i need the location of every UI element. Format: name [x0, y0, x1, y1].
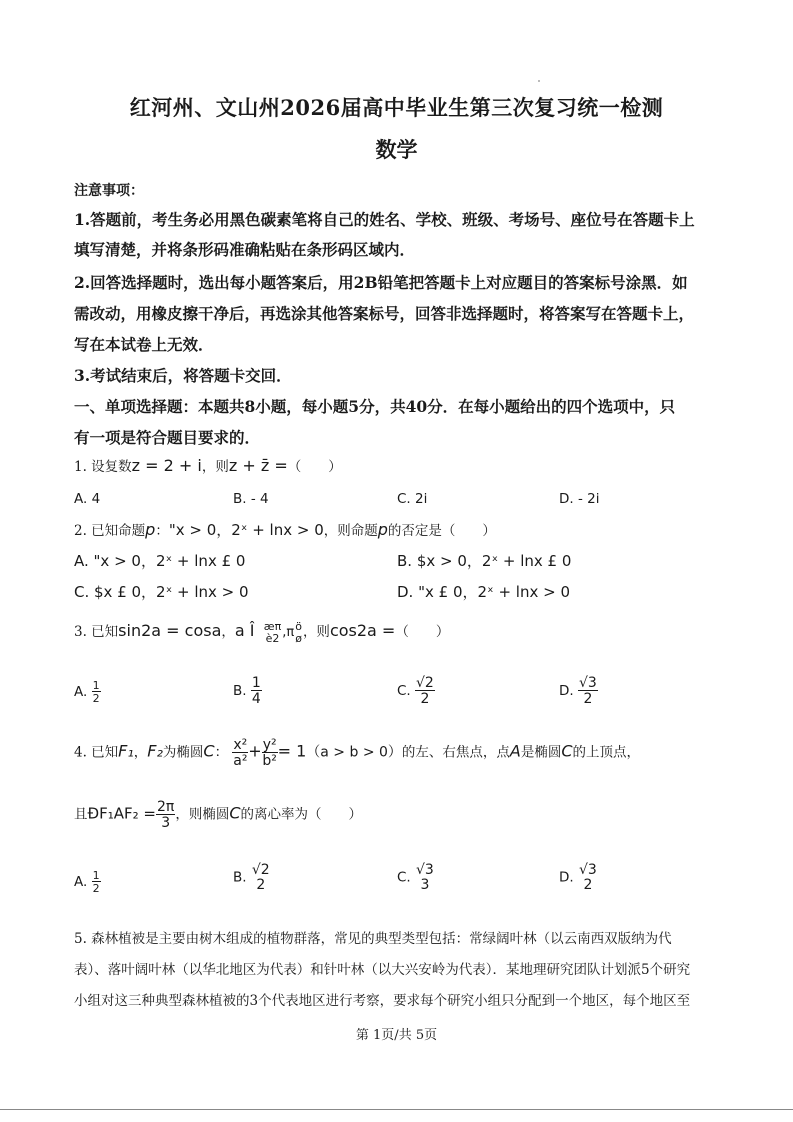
- q4-c: C: [203, 741, 215, 761]
- note-1-line-2: 填写清楚，并将条形码准确粘贴在条形码区域内．: [74, 240, 416, 259]
- question-5-line-1: 5. 森林植被是主要由树木组成的植物群落，常见的典型类型包括：常绿阔叶林（以云南西双版纳为代: [74, 931, 672, 947]
- q4-x-num: x²: [233, 737, 248, 753]
- q4-comma: ，: [133, 744, 148, 761]
- question-5-line-3: 小组对这三种典型森林植被的3个代表地区进行考察，要求每个研究小组只分配到一个地区，每个地区至: [74, 993, 691, 1009]
- q2-colon: ：: [155, 523, 169, 539]
- q1-expr2: z + z̄ =: [228, 456, 288, 475]
- q4-d-den: 2: [583, 877, 593, 893]
- question-4-line-1: [74, 738, 640, 768]
- q3-c-frac: [415, 676, 435, 706]
- question-1: [74, 455, 342, 475]
- note-2-line-3: 写在本试卷上无效．: [74, 335, 214, 354]
- question-2: [74, 519, 496, 540]
- q3-cond: a Î: [234, 621, 255, 640]
- q2-suffix: 的否定是（ ）: [387, 523, 496, 539]
- q3-range-right: [294, 621, 303, 644]
- q1-suffix: （ ）: [287, 459, 342, 475]
- q1-option-d: D. - 2i: [559, 491, 600, 507]
- q4-text2: 是椭圆: [520, 744, 562, 761]
- q3-range-r2: ø: [295, 632, 302, 645]
- q4-c3: C: [229, 803, 241, 823]
- q1-option-c: C. 2i: [397, 491, 428, 507]
- q3-range-num: æπ: [263, 620, 282, 633]
- q4-prefix: 4. 已知: [74, 744, 119, 761]
- q4-c2: C: [561, 741, 573, 761]
- note-3: 3.考试结束后，将答题卡交回．: [74, 366, 292, 385]
- q3-d-den: 2: [583, 691, 593, 707]
- q3-range-left: [263, 621, 282, 644]
- q4-b-label: B.: [233, 869, 247, 886]
- note-2-line-1: 2.回答选择题时，选出每小题答案后，用2B铅笔把答题卡上对应题目的答案标号涂黑．如: [74, 273, 688, 292]
- q4-eq: = 1: [277, 741, 307, 761]
- q1-prefix: 1. 设复数: [74, 459, 132, 475]
- q3-prefix: 3. 已知: [74, 624, 119, 640]
- q2-expr: "x > 0，2ˣ + lnx > 0: [168, 521, 324, 539]
- q2-mid: ，则命题: [323, 523, 378, 539]
- q4-y-den: b²: [262, 753, 277, 769]
- q4-f2: F₂: [147, 741, 163, 761]
- q3-c-num: √2: [416, 675, 434, 691]
- page-number: 第 1页/共 5页: [355, 1028, 438, 1043]
- q4-text3: 的上顶点，: [572, 744, 641, 761]
- q4-a-num: 1: [92, 869, 100, 882]
- q2-prefix: 2. 已知命题: [74, 523, 146, 539]
- q3-b-den: 4: [251, 691, 261, 707]
- q3-mid2: ，则: [302, 624, 330, 640]
- q4-d-frac: [578, 863, 598, 892]
- q4-a-label: A.: [74, 874, 88, 890]
- question-3: [74, 620, 449, 644]
- q3-option-a: [74, 680, 101, 704]
- q4-option-c: [397, 863, 435, 892]
- q3-d-label: D.: [559, 683, 574, 699]
- q4-c-num: √3: [416, 862, 434, 878]
- exam-title: 红河州、文山州2026届高中毕业生第三次复习统一检测: [129, 95, 664, 120]
- q4-x-frac: [232, 738, 248, 768]
- q4-option-a: [74, 870, 101, 894]
- q4-cond: （a > b > 0）: [306, 744, 402, 761]
- q4-option-d: [559, 863, 598, 892]
- q4-colon: ：: [214, 744, 229, 761]
- subject-title: 数学: [375, 137, 418, 162]
- question-5-line-2: 表）、落叶阔叶林（以华北地区为代表）和针叶林（以大兴安岭为代表）．某地理研究团队计划派5个研究: [74, 962, 691, 978]
- q3-option-d: [559, 676, 598, 706]
- q3-a-label: A.: [74, 684, 88, 700]
- q4-is-ellipse: 为椭圆: [162, 744, 204, 761]
- q3-option-b: [233, 676, 262, 706]
- q2-p: p: [145, 520, 156, 539]
- q3-c-label: C.: [397, 683, 411, 699]
- q4-line2-suffix: 的离心率为（ ）: [240, 806, 363, 823]
- q4-c-frac: [415, 863, 435, 892]
- q4-y-num: y²: [262, 737, 277, 753]
- q4-angle: ÐF₁AF₂ =: [87, 804, 157, 823]
- scan-mark: [538, 80, 540, 82]
- q4-b-den: 2: [256, 877, 266, 893]
- q2-p2: p: [377, 520, 388, 539]
- q4-angle-num: 2π: [157, 799, 175, 815]
- q3-range-den: è2: [265, 632, 280, 645]
- q2-option-c: C. $x £ 0，2ˣ + lnx > 0: [74, 583, 249, 601]
- q3-a-den: 2: [92, 692, 100, 705]
- q3-b-num: 1: [251, 675, 261, 691]
- section-1-line-2: 有一项是符合题目要求的．: [74, 428, 261, 447]
- q4-a-frac: [92, 870, 101, 894]
- q4-c-label: C.: [397, 869, 411, 886]
- q2-option-d: D. "x £ 0，2ˣ + lnx > 0: [397, 583, 570, 601]
- q3-expr: sin2a = cosa: [118, 621, 222, 640]
- q3-c-den: 2: [420, 691, 430, 707]
- q3-b-label: B.: [233, 683, 247, 699]
- notes-heading: 注意事项：: [74, 183, 144, 199]
- q3-a-frac: [92, 680, 101, 704]
- q4-y-frac: [262, 738, 278, 768]
- q1-mid: ，则: [201, 459, 229, 475]
- q3-d-num: √3: [578, 675, 597, 691]
- q4-x-den: a²: [233, 753, 248, 769]
- q3-mid: ，: [221, 624, 235, 640]
- note-2-line-2: 需改动，用橡皮擦干净后，再选涂其他答案标号，回答非选择题时，将答案写在答题卡上，: [74, 304, 695, 323]
- q4-c-den: 3: [420, 877, 430, 893]
- q4-b-num: √2: [251, 862, 270, 878]
- q4-f1: F₁: [118, 741, 134, 761]
- q4-text1: 的左、右焦点，点: [401, 744, 510, 761]
- q4-angle-den: 3: [161, 815, 171, 831]
- q4-d-label: D.: [559, 869, 574, 886]
- q4-angle-frac: [156, 800, 175, 830]
- q1-expr: z = 2 + i: [131, 456, 202, 475]
- section-1-line-1: 一、单项选择题：本题共8小题，每小题5分，共40分．在每小题给出的四个选项中，只: [74, 397, 676, 416]
- q3-option-c: [397, 676, 435, 706]
- q4-a-den: 2: [92, 882, 100, 895]
- q3-a-num: 1: [92, 679, 100, 692]
- q4-line2-mid: ，则椭圆: [175, 806, 230, 823]
- q4-a: A: [509, 741, 521, 761]
- q2-option-a: A. "x > 0，2ˣ + lnx £ 0: [74, 552, 246, 570]
- q4-line2-prefix: 且: [74, 806, 88, 823]
- q3-suffix: （ ）: [395, 624, 450, 640]
- q3-d-frac: [578, 676, 598, 706]
- q4-d-num: √3: [578, 862, 597, 878]
- q3-range-r1: ö: [295, 620, 302, 633]
- q1-option-b: B. - 4: [233, 491, 269, 507]
- q3-range-pi: ,π: [282, 625, 295, 640]
- q3-expr2: cos2a =: [329, 621, 396, 640]
- q4-plus: +: [248, 741, 262, 761]
- bottom-divider: [0, 1109, 793, 1110]
- note-1-line-1: 1.答题前，考生务必用黑色碳素笔将自己的姓名、学校、班级、考场号、座位号在答题卡上: [74, 210, 695, 229]
- q1-option-a: A. 4: [74, 491, 101, 507]
- q4-b-frac: [251, 863, 271, 892]
- q3-b-frac: [251, 676, 262, 706]
- q2-option-b: B. $x > 0，2ˣ + lnx £ 0: [397, 552, 572, 570]
- q4-option-b: [233, 863, 271, 892]
- question-4-line-2: [74, 800, 362, 830]
